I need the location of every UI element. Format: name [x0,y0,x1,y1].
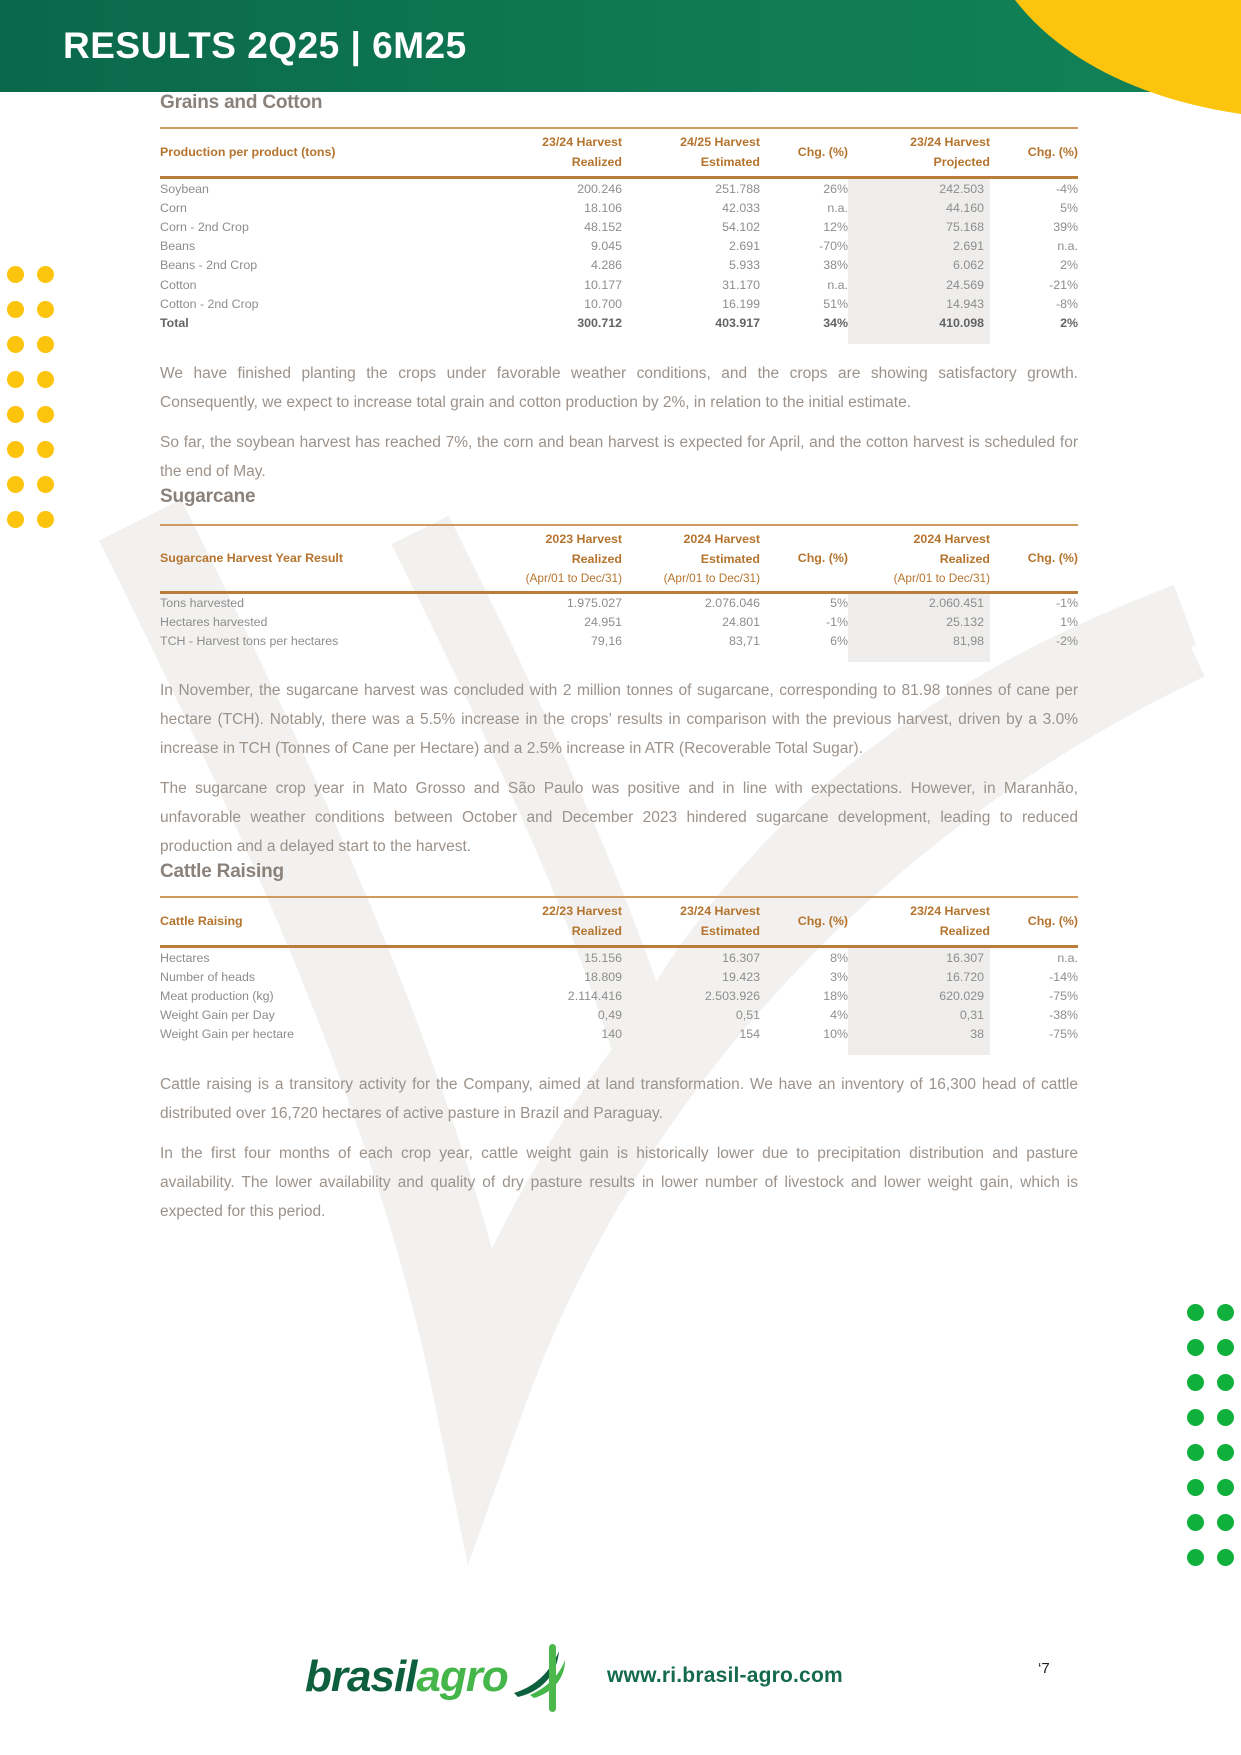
column-header-2324-projected: 23/24 Harvest Projected [848,128,990,178]
cell-value: 10.700 [584,296,622,311]
cell-value: n.a. [1057,950,1078,965]
decorative-dot [1187,1549,1204,1566]
cell-value: 10.177 [584,277,622,292]
column-header-2024-estimated: 2024 Harvest Estimated (Apr/01 to Dec/31) [622,525,760,593]
cell-value: 39% [1053,219,1078,234]
cell-value: -1% [825,615,848,630]
cell-value: 83,71 [728,634,760,649]
page-title: RESULTS 2Q25 | 6M25 [63,25,467,66]
cell-value: 2.691 [728,239,760,254]
cell-value: 5.933 [728,258,760,273]
page-number: ‘7 [1038,1660,1050,1677]
cell-value: 34% [823,315,848,330]
decorative-dot [37,406,54,423]
grains-production-table [160,127,1078,344]
decorative-dot [1187,1409,1204,1426]
green-dots-decoration [1187,1304,1234,1566]
logo-swoosh-icon [512,1649,570,1699]
row-label: Weight Gain per hectare [160,1027,295,1042]
cell-value: 2.114.416 [567,989,622,1004]
cell-value: 4.286 [590,258,622,273]
column-header-chg-2: Chg. (%) [990,128,1078,178]
row-label: Tons harvested [160,596,245,611]
decorative-dot [1217,1339,1234,1356]
row-label: Cotton - 2nd Crop [160,296,259,311]
grains-paragraph-1: We have finished planting the crops under favorable weather conditions, and the crops are showing satisfactory growth. Consequently, we expect to increase total grain and cotton production by 2%, in relation to the initial estimate. [160,364,1078,411]
row-label: Soybean [160,181,209,196]
cell-value: n.a. [827,277,848,292]
decorative-dot [1217,1479,1234,1496]
yellow-dots-decoration [7,266,54,528]
cell-value: 38 [848,1025,990,1044]
decorative-dot [7,371,24,388]
decorative-dot [1187,1374,1204,1391]
row-label: Number of heads [160,969,256,984]
brasilagro-logo [305,1652,570,1702]
decorative-dot [37,336,54,353]
cell-value: 81,98 [848,632,990,651]
table-shade-spacer [160,1044,1078,1055]
column-header-2324-realized: 23/24 Harvest Realized [490,128,622,178]
cell-value: 18% [823,989,848,1004]
cell-value: 12% [823,219,848,234]
logo-text-agro: agro [416,1652,508,1701]
section-sugarcane [160,486,1078,862]
report-content [160,92,1078,1226]
decorative-dot [1217,1374,1234,1391]
cell-value: 242.503 [848,178,990,199]
cell-value: 10% [823,1027,848,1042]
cell-value: n.a. [1057,239,1078,254]
cell-value: 4% [830,1008,848,1023]
section-heading-sugarcane: Sugarcane [160,485,256,507]
cell-value: -8% [1055,296,1078,311]
decorative-dot [1187,1304,1204,1321]
cell-value: 24.951 [584,615,622,630]
row-label: Corn - 2nd Crop [160,219,249,234]
table-row [160,1006,1078,1025]
decorative-dot [1217,1444,1234,1461]
cell-value: 16.307 [848,947,990,968]
column-header-chg-1: Chg. (%) [760,525,848,593]
cell-value: -75% [1049,1027,1078,1042]
cell-value: 2.060.451 [848,592,990,613]
table-row [160,967,1078,986]
cell-value: 42.033 [722,200,760,215]
row-label: Weight Gain per Day [160,1008,275,1023]
cell-value: 620.029 [848,986,990,1005]
table-shade-spacer [160,651,1078,662]
cell-value: 403.917 [715,315,760,330]
cell-value: 5% [830,596,848,611]
column-header-2324-estimated: 23/24 Harvest Estimated [622,897,760,947]
cell-value: 5% [1060,200,1078,215]
row-label: Hectares [160,950,210,965]
cell-value: 14.943 [848,294,990,313]
cell-value: 8% [830,950,848,965]
sugarcane-harvest-table [160,524,1078,663]
decorative-dot [1187,1444,1204,1461]
cell-value: -1% [1055,596,1078,611]
cell-value: 44.160 [848,198,990,217]
grains-table-header-row [160,128,1078,178]
cattle-paragraph-1: Cattle raising is a transitory activity for the Company, aimed at land transformation. We have an inventory of 16,300 head of cattle distributed over 16,720 hectares of active pasture in Brazil and Paraguay. [160,1076,1078,1122]
cell-value: 51% [823,296,848,311]
table-row [160,592,1078,613]
cell-value: 54.102 [722,219,760,234]
decorative-dot [37,441,54,458]
cell-value: -38% [1049,1008,1078,1023]
table-row [160,632,1078,651]
cell-value: 0,49 [597,1008,622,1023]
decorative-dot [1217,1549,1234,1566]
decorative-dot [1217,1514,1234,1531]
table-row [160,237,1078,256]
cell-value: 6% [830,634,848,649]
table-row [160,294,1078,313]
investor-relations-link[interactable]: www.ri.brasil-agro.com [607,1664,843,1687]
section-grains-and-cotton [160,92,1078,486]
decorative-dot [7,266,24,283]
cell-value: 25.132 [848,613,990,632]
decorative-dot [7,406,24,423]
cattle-paragraph-2: In the first four months of each crop year, cattle weight gain is historically lower due to precipitation distribution and pasture availability. The lower availability and quality of dry pasture results in lower number of livestock and lower weight gain, which is expected for this period. [160,1145,1078,1220]
column-header-product: Production per product (tons) [160,128,490,178]
row-label: Meat production (kg) [160,989,274,1004]
decorative-dot [7,336,24,353]
cattle-table-header-row [160,897,1078,947]
decorative-dot [1217,1304,1234,1321]
section-heading-grains: Grains and Cotton [160,92,323,113]
cell-value: 9.045 [590,239,622,254]
cell-value: 38% [823,258,848,273]
column-header-2425-estimated: 24/25 Harvest Estimated [622,128,760,178]
table-row [160,217,1078,236]
column-header-chg-2: Chg. (%) [990,525,1078,593]
table-shade-spacer [160,333,1078,344]
cell-value: 18.106 [584,200,622,215]
table-row [160,178,1078,199]
cell-value: 2.503.926 [704,989,760,1004]
table-total-row [160,313,1078,332]
page-footer [0,1642,1241,1732]
cell-value: 154 [739,1027,760,1042]
section-heading-cattle: Cattle Raising [160,861,284,883]
cell-value: 2% [1060,315,1078,330]
row-label: TCH - Harvest tons per hectares [160,634,339,649]
cell-value: -21% [1049,277,1078,292]
column-header-2024-realized: 2024 Harvest Realized (Apr/01 to Dec/31) [848,525,990,593]
cell-value: 2.691 [848,237,990,256]
cell-value: 18.809 [584,969,622,984]
column-header-2223-realized: 22/23 Harvest Realized [490,897,622,947]
table-row [160,198,1078,217]
column-header-sugarcane-result: Sugarcane Harvest Year Result [160,525,490,593]
decorative-dot [1187,1339,1204,1356]
decorative-dot [37,476,54,493]
cell-value: 79,16 [590,634,622,649]
column-header-chg-2: Chg. (%) [990,897,1078,947]
footer-divider-bar [549,1644,556,1712]
cell-value: 75.168 [848,217,990,236]
decorative-dot [37,371,54,388]
section-cattle-raising [160,861,1078,1226]
decorative-dot [7,511,24,528]
row-label: Cotton [160,277,197,292]
cell-value: 16.720 [848,967,990,986]
cell-value: 1.975.027 [566,596,622,611]
cell-value: 24.569 [848,275,990,294]
cell-value: 0,31 [848,1006,990,1025]
decorative-dot [37,266,54,283]
column-header-chg-1: Chg. (%) [760,897,848,947]
decorative-dot [1217,1409,1234,1426]
cell-value: 200.246 [577,181,622,196]
table-row [160,613,1078,632]
cell-value: 1% [1060,615,1078,630]
column-header-chg-1: Chg. (%) [760,128,848,178]
table-row [160,1025,1078,1044]
cattle-raising-table [160,896,1078,1055]
sugarcane-paragraph-2: The sugarcane crop year in Mato Grosso and São Paulo was positive and in line with expectations. However, in Maranhão, unfavorable weather conditions between October and December 2023 hindered sugarcane development, leading to reduced production and a delayed start to the harvest. [160,780,1078,856]
cell-value: 410.098 [848,313,990,332]
cell-value: n.a. [827,200,848,215]
decorative-dot [1187,1479,1204,1496]
row-label: Corn [160,200,187,215]
row-label: Beans - 2nd Crop [160,258,258,273]
column-header-cattle: Cattle Raising [160,897,490,947]
table-row [160,275,1078,294]
cell-value: 16.307 [722,950,760,965]
cell-value: 24.801 [722,615,760,630]
table-row [160,986,1078,1005]
sugarcane-paragraph-1: In November, the sugarcane harvest was concluded with 2 million tonnes of sugarcane, corresponding to 81.98 tonnes of cane per hectare (TCH). Notably, there was a 5.5% increase in the crops’ results in comparison with the previous harvest, driven by a 3.0% increase in TCH (Tonnes of Cane per Hectare) and a 2.5% increase in ATR (Recoverable Total Sugar). [160,682,1078,758]
decorative-dot [37,511,54,528]
decorative-dot [7,301,24,318]
row-label: Beans [160,239,196,254]
column-header-2023-realized: 2023 Harvest Realized (Apr/01 to Dec/31) [490,525,622,593]
decorative-dot [1187,1514,1204,1531]
cell-value: 6.062 [848,256,990,275]
cell-value: -70% [819,239,848,254]
cell-value: 48.152 [584,219,622,234]
cell-value: 31.170 [722,277,760,292]
cell-value: 140 [601,1027,622,1042]
table-row [160,947,1078,968]
table-row [160,256,1078,275]
cell-value: -2% [1055,634,1078,649]
cell-value: -14% [1049,969,1078,984]
cell-value: 3% [830,969,848,984]
decorative-dot [7,476,24,493]
column-header-2324-realized: 23/24 Harvest Realized [848,897,990,947]
cell-value: 26% [823,181,848,196]
grains-paragraph-2: So far, the soybean harvest has reached 7%, the corn and bean harvest is expected for April, and the cotton harvest is scheduled for the end of May. [160,433,1078,480]
cell-value: -75% [1049,989,1078,1004]
decorative-dot [7,441,24,458]
decorative-dot [37,301,54,318]
cell-value: 0,51 [735,1008,760,1023]
cell-value: 15.156 [584,950,622,965]
cell-value: 16.199 [722,296,760,311]
row-label: Hectares harvested [160,615,268,630]
cell-value: 2% [1060,258,1078,273]
cell-value: -4% [1055,181,1078,196]
corner-yellow-blob [1011,0,1241,120]
cell-value: 19.423 [722,969,760,984]
cell-value: 251.788 [715,181,760,196]
row-label: Total [160,315,189,330]
cell-value: 300.712 [577,315,622,330]
sugarcane-table-header-row [160,525,1078,593]
logo-text-brasil: brasil [305,1652,417,1701]
cell-value: 2.076.046 [704,596,760,611]
